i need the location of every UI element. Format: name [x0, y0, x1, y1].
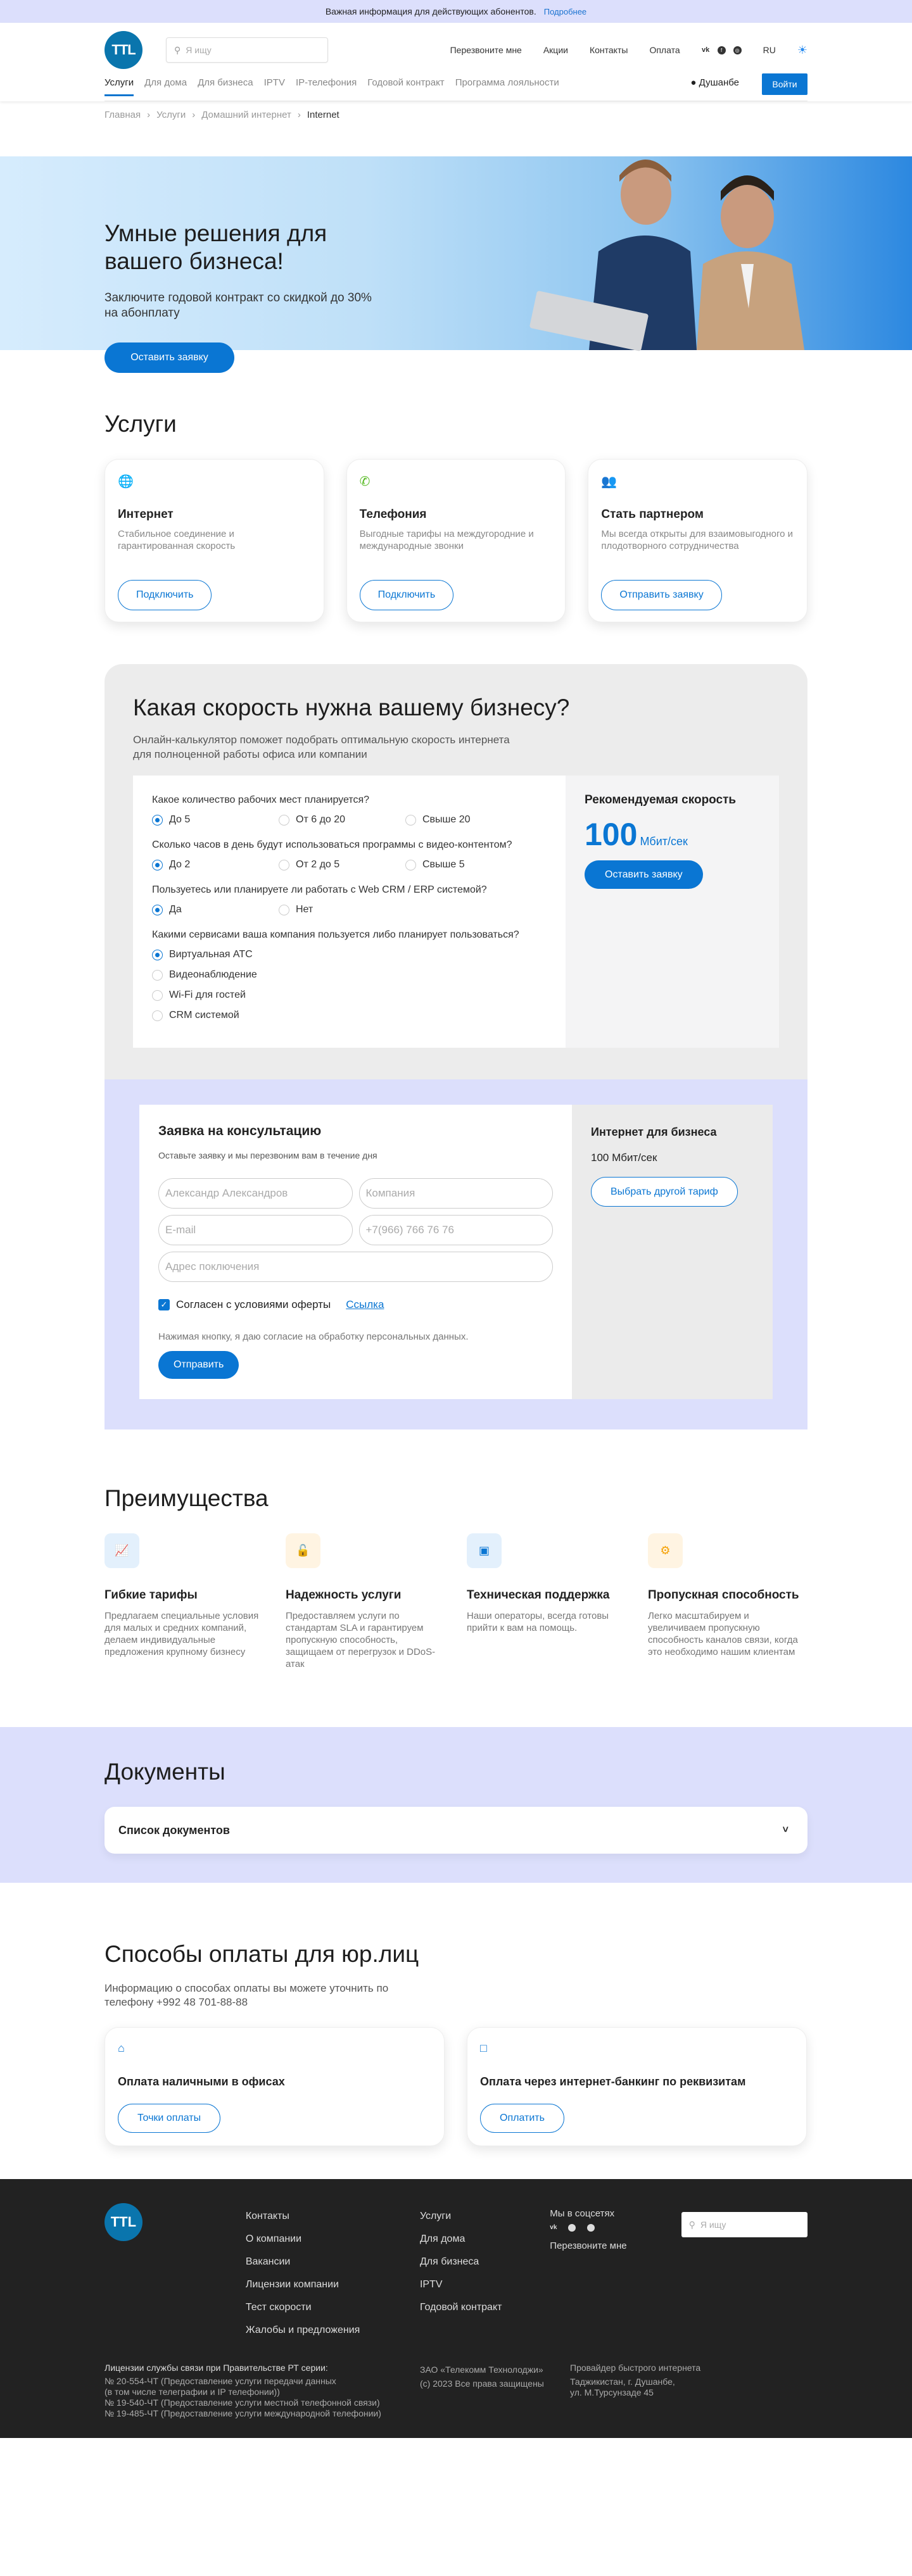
offer-checkbox-label: Согласен с условиями оферты [176, 1298, 331, 1310]
chart-icon: 📈 [104, 1533, 139, 1568]
vk-icon[interactable]: vk [702, 46, 710, 54]
promotions-link[interactable]: Акции [543, 45, 568, 55]
service-card-telephony [346, 459, 566, 622]
city-selector[interactable]: ● Душанбе [690, 77, 739, 88]
crumb-current: Internet [307, 110, 339, 120]
radio-crm-yes[interactable]: Да [152, 904, 279, 915]
footer-link[interactable]: IPTV [419, 2279, 443, 2290]
radio-video-upto2[interactable]: До 2 [152, 859, 279, 870]
footer-link[interactable]: Вакансии [245, 2256, 291, 2267]
contacts-link[interactable]: Контакты [589, 45, 628, 55]
social-title: Мы в соцсетях [550, 2208, 615, 2219]
users-icon: 👥 [601, 475, 618, 489]
chevron-right-icon: › [147, 110, 151, 120]
phone-input[interactable]: +7(966) 766 76 76 [359, 1215, 554, 1245]
radio-guest-wifi[interactable]: Wi-Fi для гостей [152, 990, 547, 1001]
card-icon: □ [480, 2042, 487, 2054]
hero-apply-button[interactable]: Оставить заявку [104, 342, 234, 373]
advantage-text: Предлагаем специальные условия для малых и средних компаний, делаем индивидуальные предложения крупному бизнесу [104, 1611, 259, 1657]
radio-workplaces-upto5[interactable]: До 5 [152, 814, 279, 826]
nav-business[interactable]: Для бизнеса [198, 77, 253, 88]
location-pin-icon: ● [690, 77, 697, 88]
chat-icon: ▣ [467, 1533, 502, 1568]
consultation-section [104, 1079, 808, 1429]
card-text: Выгодные тарифы на междугородние и международные звонки [359, 529, 534, 551]
language-switch[interactable]: RU [763, 45, 776, 55]
payment-section [104, 1883, 808, 2179]
recommended-speed-panel [566, 776, 779, 1048]
recommended-speed-value: 100 [585, 817, 638, 852]
radio-video-surveillance[interactable]: Видеонаблюдение [152, 969, 547, 981]
connect-telephony-button[interactable]: Подключить [360, 580, 453, 610]
advantage-item [467, 1533, 648, 1670]
documents-title: Документы [104, 1759, 225, 1785]
calculator-subtitle: Онлайн-калькулятор поможет подобрать оптимальную скорость интернета для полноценной работы офиса или компании [133, 734, 510, 760]
radio-crm-no[interactable]: Нет [279, 904, 405, 915]
question-workplaces: Какое количество рабочих мест планируется? [152, 795, 370, 805]
nav-iptv[interactable]: IPTV [263, 77, 285, 88]
banner-text: Важная информация для действующих абонентов. [325, 6, 536, 16]
footer-link[interactable]: Тест скорости [245, 2302, 312, 2313]
facebook-icon[interactable] [568, 2224, 576, 2232]
service-card-partner [588, 459, 808, 622]
services-title: Услуги [104, 411, 177, 437]
address-input[interactable]: Адрес поключения [158, 1252, 553, 1282]
footer-link[interactable]: О компании [245, 2234, 302, 2244]
banner-more-link[interactable]: Подробнее [543, 6, 587, 16]
card-title: Стать партнером [601, 508, 704, 521]
payment-link[interactable]: Оплата [649, 45, 680, 55]
pay-button[interactable]: Оплатить [480, 2104, 564, 2133]
payment-points-button[interactable]: Точки оплаты [118, 2104, 220, 2133]
question-crm: Пользуетесь или планируете ли работать с Web CRM / ERP системой? [152, 884, 487, 895]
advantage-text: Наши операторы, всегда готовы прийти к вам на помощь. [467, 1611, 609, 1633]
info-banner [0, 0, 912, 23]
footer-link[interactable]: Годовой контракт [419, 2302, 502, 2313]
phone-icon: ✆ [359, 475, 370, 489]
chevron-right-icon: › [297, 110, 301, 120]
consent-text: Нажимая кнопку, я даю согласие на обработку персональных данных. [158, 1331, 469, 1342]
footer-link[interactable]: Жалобы и предложения [245, 2325, 360, 2335]
name-input[interactable]: Александр Александров [158, 1178, 353, 1209]
site-header [0, 23, 912, 101]
footer-callback-link[interactable]: Перезвоните мне [550, 2240, 627, 2251]
hero-subtitle: Заключите годовой контракт со скидкой до 30% на абонплату [104, 291, 372, 320]
hero-title: Умные решения для вашего бизнеса! [104, 220, 327, 274]
instagram-icon[interactable] [587, 2224, 595, 2232]
advantage-title: Гибкие тарифы [104, 1588, 198, 1602]
footer-link[interactable]: Контакты [245, 2211, 289, 2221]
advantage-title: Техническая поддержка [467, 1588, 610, 1602]
advantage-title: Пропускная способность [648, 1588, 799, 1602]
nav-ip-telephony[interactable]: IP-телефония [295, 77, 357, 88]
instagram-icon[interactable]: ◎ [733, 46, 742, 54]
payment-title: Способы оплаты для юр.лиц [104, 1941, 419, 1967]
footer-link[interactable]: Для бизнеса [419, 2256, 479, 2267]
radio-virtual-pbx[interactable]: Виртуальная АТС [152, 949, 547, 960]
offer-checkbox[interactable]: ✓ [158, 1299, 170, 1310]
accordion-label: Список документов [118, 1823, 230, 1837]
licenses-block: Лицензии службы связи при Правительстве РТ серии: № 20-554-ЧТ (Предоставление услуги передачи данных (в том числе телеграфии и IP телефонии)) № 19-540-ЧТ (Предоставление услуги местной телефонной связи) № 19-485-ЧТ (Предоставление услуги международной телефонии) [104, 2363, 381, 2418]
main-nav [104, 77, 559, 88]
calculator-title: Какая скорость нужна вашему бизнесу? [133, 694, 570, 720]
radio-video-2-5[interactable]: От 2 до 5 [279, 859, 405, 870]
tariff-speed: 100 Мбит/сек [591, 1152, 657, 1164]
advantage-text: Предоставляем услуги по стандартам SLA и гарантируем пропускную способность, защищаем от перегрузок и DDoS-атак [286, 1611, 436, 1669]
address-block: Провайдер быстрого интернета Таджикистан, г. Душанбе, ул. М.Турсунзаде 45 [570, 2363, 701, 2397]
login-button[interactable]: Войти [762, 73, 808, 95]
advantage-title: Надежность услуги [286, 1588, 402, 1602]
advantage-item [104, 1533, 286, 1670]
footer-link[interactable]: Для дома [419, 2234, 466, 2244]
calculator-apply-button[interactable]: Оставить заявку [585, 860, 703, 889]
service-card-internet [104, 459, 324, 622]
nav-home[interactable]: Для дома [144, 77, 187, 88]
radio-video-over5[interactable]: Свыше 5 [405, 859, 532, 870]
vk-icon[interactable]: vk [550, 2224, 557, 2231]
payment-card-title: Оплата через интернет-банкинг по реквизитам [480, 2075, 746, 2088]
radio-workplaces-6-20[interactable]: От 6 до 20 [279, 814, 405, 826]
card-title: Телефония [359, 508, 427, 521]
nav-services[interactable]: Услуги [104, 77, 134, 88]
footer-search-input[interactable]: ⚲ Я ищу [681, 2212, 808, 2237]
site-footer [0, 2179, 912, 2438]
footer-logo[interactable]: TTL [104, 2203, 142, 2241]
theme-toggle-sun-icon[interactable]: ☀ [797, 43, 808, 56]
payment-card-banking [467, 2027, 807, 2146]
hero-banner [0, 156, 912, 363]
email-input[interactable]: E-mail [158, 1215, 353, 1245]
crumb-services[interactable]: Услуги [156, 110, 186, 120]
card-text: Мы всегда открыты для взаимовыгодного и плодотворного сотрудничества [601, 529, 794, 551]
home-icon: ⌂ [118, 2042, 125, 2054]
selected-tariff-panel [572, 1105, 773, 1399]
nav-loyalty[interactable]: Программа лояльности [455, 77, 559, 88]
search-input[interactable] [166, 37, 328, 63]
hero-business-people-image [475, 156, 912, 350]
payment-card-title: Оплата наличными в офисах [118, 2075, 285, 2088]
payment-subtitle: Информацию о способах оплаты вы можете уточнить по телефону +992 48 701-88-88 [104, 1982, 389, 2008]
company-input[interactable]: Компания [359, 1178, 554, 1209]
advantage-item [648, 1533, 808, 1670]
radio-workplaces-over20[interactable]: Свыше 20 [405, 814, 532, 826]
breadcrumb [104, 101, 808, 156]
consult-title: Заявка на консультацию [158, 1124, 322, 1138]
speed-calculator [104, 664, 808, 1429]
tariff-title: Интернет для бизнеса [591, 1126, 717, 1138]
card-title: Интернет [118, 508, 174, 521]
connect-internet-button[interactable]: Подключить [118, 580, 212, 610]
company-block: ЗАО «Телекомм Технолоджи» (c) 2023 Все права защищены [420, 2365, 544, 2389]
advantages-title: Преимущества [104, 1485, 269, 1511]
crumb-home-internet[interactable]: Домашний интернет [201, 110, 291, 120]
consult-note: Оставьте заявку и мы перезвоним вам в течение дня [158, 1150, 377, 1160]
network-icon: ⚙ [648, 1533, 683, 1568]
footer-link[interactable]: Услуги [419, 2211, 452, 2221]
send-partner-request-button[interactable]: Отправить заявку [601, 580, 721, 610]
advantage-text: Легко масштабируем и увеличиваем пропускную способность каналов связи, когда это необходимо нашим клиентам [648, 1611, 798, 1657]
payment-card-cash [104, 2027, 445, 2146]
documents-accordion[interactable] [104, 1807, 808, 1854]
offer-link[interactable]: Ссылка [346, 1298, 384, 1310]
question-video-hours: Сколько часов в день будут использоваться программы с видео-контентом? [152, 839, 512, 850]
radio-crm-system[interactable]: CRM системой [152, 1010, 547, 1021]
globe-icon: 🌐 [118, 475, 134, 489]
card-text: Стабильное соединение и гарантированная скорость [118, 529, 236, 551]
callback-link[interactable]: Перезвоните мне [450, 45, 522, 55]
nav-annual-contract[interactable]: Годовой контракт [367, 77, 445, 88]
services-section [104, 350, 808, 664]
search-icon: ⚲ [174, 44, 181, 55]
submit-button[interactable]: Отправить [158, 1351, 239, 1379]
advantages-section [104, 1429, 808, 1727]
chevron-down-icon: ˅ [782, 1825, 788, 1835]
facebook-icon[interactable]: f [718, 46, 726, 54]
advantage-item [286, 1533, 467, 1670]
footer-link[interactable]: Лицензии компании [245, 2279, 339, 2290]
question-services: Какими сервисами ваша компания пользуется либо планирует пользоваться? [152, 929, 519, 940]
crumb-home[interactable]: Главная [104, 110, 141, 120]
recommended-label: Рекомендуемая скорость [585, 793, 737, 807]
chevron-right-icon: › [192, 110, 196, 120]
logo[interactable]: TTL [104, 31, 142, 69]
search-placeholder: Я ищу [186, 45, 212, 55]
search-icon: ⚲ [688, 2219, 695, 2230]
lock-icon: 🔓 [286, 1533, 320, 1568]
recommended-speed-unit: Мбит/сек [640, 835, 688, 848]
documents-section [0, 1727, 912, 1883]
choose-other-tariff-button[interactable]: Выбрать другой тариф [591, 1177, 738, 1207]
